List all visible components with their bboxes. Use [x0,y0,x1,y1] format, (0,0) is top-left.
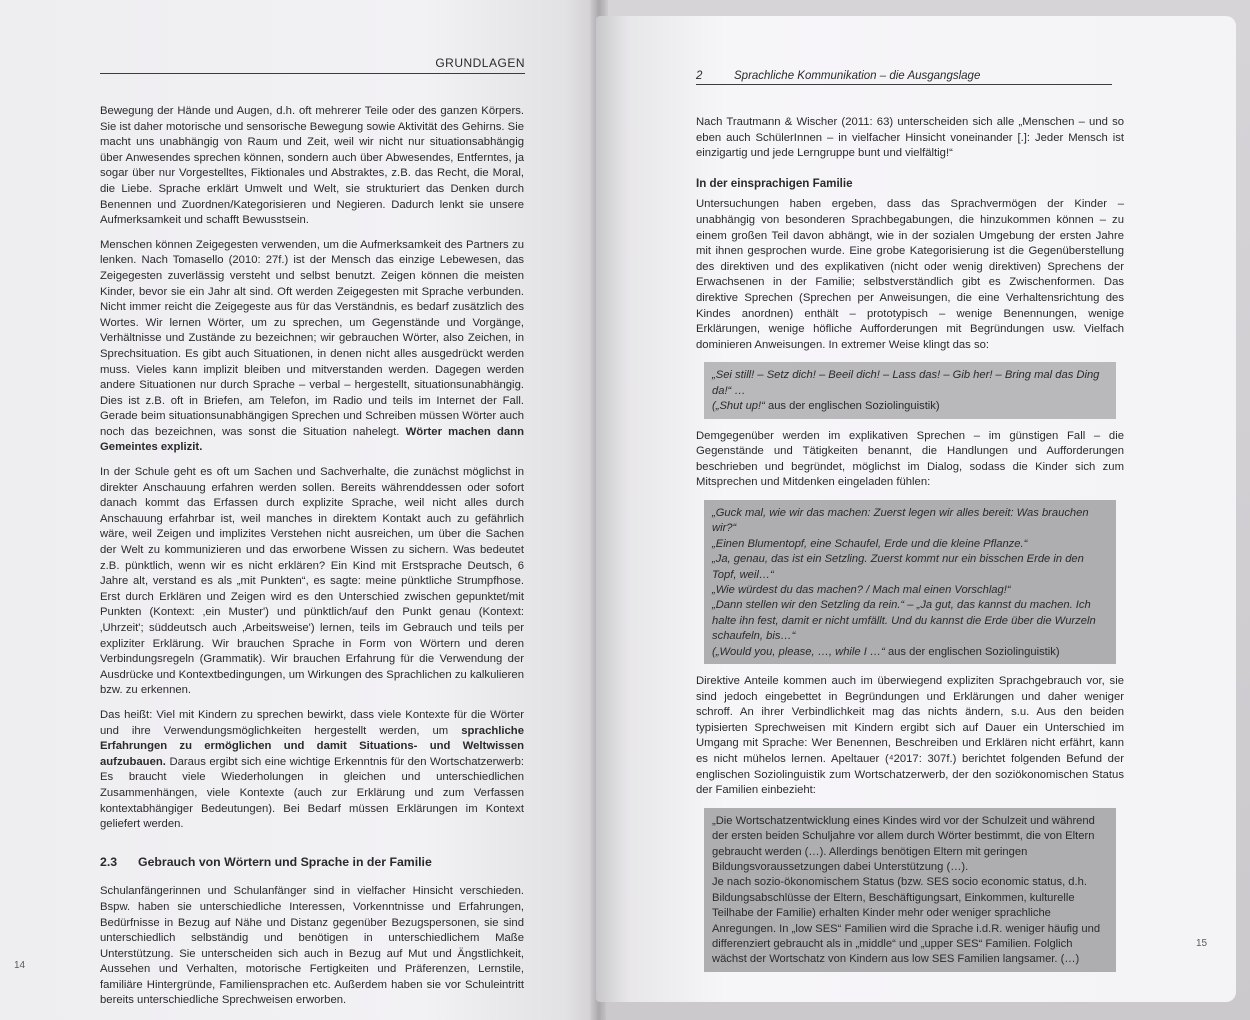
paragraph: Untersuchungen haben ergeben, dass das Sprachvermögen der Kinder – unabhängig von besonderen Sprachbegabungen, die hinzukommen können – zu einem großen Teil davon abhängt, wie in der sozialen Umgebung der ersten Jahre mit ihnen gesprochen wurde. Eine grobe Kategorisierung ist die Gegenüberstellung des direktiven und des explikativen (nicht oder wenig direktiven) Sprechens der Erwachsenen in der Familie; selbstverständlich gibt es Zwischenformen. Das direktive Sprechen (Sprechen per Anweisungen, die eine Verhaltensrichtung des Kindes anordnen) enthält – prototypisch – wenige Benennungen, wenige Erklärungen, wenige höfliche Aufforderungen mit Begründungen usw. Vielfach dominieren Anweisungen. In extremer Weise klingt das so: [696,198,1124,351]
quote-line: „Ja, genau, das ist ein Setzling. Zuerst kommt nur ein bisschen Erde in den Topf, weil…“ [712,553,1084,581]
quote-box [704,808,1116,972]
running-head-right [696,70,1112,85]
right-page [596,16,1236,1002]
right-page-text [696,115,1124,982]
chapter-number: 2 [696,70,703,82]
quote-box [704,362,1116,418]
paragraph: Direktive Anteile kommen auch im überwiegend expliziten Sprachgebrauch vor, sie sind jedoch eingebettet in Begründungen und Erklärungen und daher weniger schroff. An ihrer Verbindlichkeit mag das nichts ändern, s.u. Aus den beiden typisierten Sprechweisen mit Kindern ergibt sich auf Dauer ein Unterschied im Umgang mit Sprache: Wer Benennen, Beschreiben und Erklären nicht erfährt, kann es nicht mühelos lernen. Apeltauer (⁴2017: 307f.) berichtet folgenden Befund der englischen Soziolinguistik zum Wortschatzerwerb, der den soziökonomischen Status der Familien einbezieht: [696,674,1124,797]
paragraph: In der Schule geht es oft um Sachen und Sachverhalte, die zunächst möglichst in direkter Anschauung erfahren werden sollen. Bereits währenddessen oder sofort danach kommt das Erfassen durch explizite Sprache, weil nicht alles durch Anschauung erfahrbar ist, weil manches in direktem Kontakt auch zu gefährlich wäre, weil Zeigen und implizites Verstehen nicht ausreichen, um über die Sachen der Welt zu kommunizieren und das erworbene Wissen zu sichern. Was bedeutet z.B. pünktlich, wenn wir es nicht erklären? Ein Kind mit Erstsprache Deutsch, 6 Jahre alt, verstand es als „mit Punkten“, es sagte: meine pünktliche Strumpfhose. Erst durch Erklären und Zeigen wird es den Unterschied zwischen gepunktet/mit Punkten (Kontext: ‚ein Muster') und pünktlich/auf den Punkt genau (Kontext: ‚Uhrzeit'; süddeutsch auch ‚Arbeitsweise') lernen, teils im Gebrauch und teils per expliziter Erklärung. Wir brauchen Sprache in Form von Wörtern und deren Verbindungsregeln (Grammatik). Wir brauchen Erfahrung für die Verwendung der Ausdrücke und Kontextbedingungen, um Wirkungen des Sprachlichen zu kalkulieren bzw. zu erkennen. [100,466,524,697]
running-head-left: GRUNDLAGEN [100,56,525,74]
quote-source: („Shut up!“ aus der englischen Soziolinguistik) [712,400,940,413]
quote-line: „Guck mal, wie wir das machen: Zuerst legen wir alles bereit: Was brauchen wir?“ [712,506,1089,535]
chapter-title: Sprachliche Kommunikation – die Ausgangslage [734,70,981,82]
quote-line: „Dann stellen wir den Setzling da rein.“ – „Ja gut, das kannst du machen. Ich halte ihn fest, damit er nicht umfällt. Und du kannst die Erde über die Wurzeln schaufeln, bis…“ [712,599,1096,643]
quote-box [704,500,1116,664]
subheading: In der einsprachigen Familie [696,176,853,190]
page-number-left: 14 [14,960,26,971]
quote-line: „Sei still! – Setz dich! – Beeil dich! – Lass das! – Gib her! – Bring mal das Ding da!“ … [712,369,1100,397]
quote-line: „Einen Blumentopf, eine Schaufel, Erde und die kleine Pflanze.“ [712,537,1028,550]
paragraph: Bewegung der Hände und Augen, d.h. oft mehrerer Teile oder des ganzen Körpers. Sie ist daher motorische und sensorische Bewegung sowie Aktivität des Gehirns. Sie macht uns unabhängig von Raum und Zeit, weil wir nicht nur situationsabhängig über Anwesendes sprechen können, sondern auch über Abwesendes, Entferntes, ja sogar über nur Vorgestelltes, Fiktionales und Abstraktes, z.B. das Recht, die Moral, die Liebe. Sprache erklärt Umwelt und Welt, sie strukturiert das Denken durch Benennen und Zuordnen/Kategorisieren und Negieren. Dadurch lenkt sie unsere Aufmerksamkeit und schafft Bewusstsein. [100,105,524,227]
bold-statement: sprachliche Erfahrungen zu ermöglichen und damit Situations- und Weltwissen aufzubauen. [100,724,524,768]
left-page-text [100,104,524,1018]
section-title: Gebrauch von Wörtern und Sprache in der Familie [138,854,432,869]
section-number: 2.3 [100,854,118,869]
quote-line: „Die Wortschatzentwicklung eines Kindes wird vor der Schulzeit und während der ersten beiden Schuljahre vor allem durch Wörter bestimmt, die von Eltern gebraucht werden (…). Allerdings benötigen Eltern mit geringen Bildungsvoraussetzungen dabei Unterstützung (…). [712,814,1095,873]
quote-line: „Wie würdest du das machen? / Mach mal einen Vorschlag!“ [712,583,1011,596]
quote-line: Je nach sozio-ökonomischem Status (bzw. SES socio economic status, d.h. Bildungsabschlüsse der Eltern, Beschäftigungsart, Einkommen, kulturelle Teilhabe der Familie) erhalten Kinder mehr oder weniger sprachliche Anregungen. In „low SES“ Familien wird die Sprache i.d.R. weniger häufig und differenziert gebraucht als in „middle“ und „upper SES“ Familien. Folglich wächst der Wortschatz von Kindern aus low SES Familien langsamer. (…) [712,876,1101,966]
left-page [0,0,608,1020]
paragraph: Schulanfängerinnen und Schulanfänger sind in vielfacher Hinsicht verschieden. Bspw. haben sie unterschiedliche Interessen, Vorkenntnisse und Erfahrungen, Bedürfnisse in Bezug auf Nähe und Distanz gegenüber Bezugspersonen, sie sind unterschiedlich selbständig und benötigen in unterschiedlichem Maße Unterstützung. Sie unterscheiden sich auch in Bezug auf Mut und Ängstlichkeit, Aussehen und Verhalten, motorische Fertigkeiten und Präferenzen, Lernstile, familiäre Hintergründe, Familiensprachen etc. Außerdem haben sie vor Schuleintritt bereits unterschiedliche Sprechweisen erworben. [100,885,524,1007]
paragraph: Demgegenüber werden im explikativen Sprechen – im günstigen Fall – die Gegenstände und Tätigkeiten benannt, die Handlungen und Aufforderungen beschrieben und begründet, möglichst im Dialog, sodass die Kinder sich zum Mitsprechen und Mitdenken eingeladen fühlen: [696,429,1124,489]
bold-statement: Wörter machen dann Gemeintes explizit. [100,425,524,454]
section-heading [100,855,524,871]
paragraph: Nach Trautmann & Wischer (2011: 63) unterscheiden sich alle „Menschen – und so eben auch SchülerInnen – in vielfacher Hinsicht voneinander [.]: Jeder Mensch ist einzigartig und jede Lerngruppe bunt und vielfältig!“ [696,116,1124,160]
paragraph: Das heißt: Viel mit Kindern zu sprechen bewirkt, dass viele Kontexte für die Wörter und ihre Verwendungsmöglichkeiten hergestellt werden, um sprachliche Erfahrungen zu ermöglichen und damit Situations- und Weltwissen aufzubauen. Daraus ergibt sich eine wichtige Erkenntnis für den Wortschatzerwerb: Es braucht viele Wiederholungen in gleichen und unterschiedlichen Zusammenhängen, viele Kontexte (auch zur Erklärung und zum Verfassen kontextabhängiger Bedeutungen). Bei Bedarf müssen Erklärungen im Kontext geliefert werden. [100,708,524,831]
quote-source: („Would you, please, …, while I …“ aus der englischen Soziolinguistik) [712,645,1060,658]
paragraph: Menschen können Zeigegesten verwenden, um die Aufmerksamkeit des Partners zu lenken. Nach Tomasello (2010: 27f.) ist der Mensch das einzige Lebewesen, das Zeigegesten zuverlässig versteht und selbst benutzt. Zeigen können die meisten Kinder, bevor sie ein Jahr alt sind. Oft werden Zeigegesten mit Sprache verbunden. Nicht immer reicht die Zeigegeste aus für das Verständnis, es bedarf zusätzlich des Wortes. Wir lernen Wörter, um zu sprechen, um Gegenstände und Vorgänge, Verhältnisse und Zustände zu bezeichnen; wir gebrauchen Wörter, also Zeichen, in Sprechsituation. Es gibt auch Situationen, in denen nicht alles ausgedrückt werden muss. Vieles kann implizit bleiben und mitverstanden werden. Dagegen werden andere Situationen nur durch Sprache – verbal – hergestellt, situationsunabhängig. Dies ist z.B. oft in Briefen, am Telefon, im Radio und teils im Internet der Fall. Gerade beim situationsunabhängigen Sprechen und Schreiben müssen Wörter auch noch das bezeichnen, was sonst die Situation nahelegt. Wörter machen dann Gemeintes explizit. [100,238,524,454]
page-number-right: 15 [1196,938,1208,949]
